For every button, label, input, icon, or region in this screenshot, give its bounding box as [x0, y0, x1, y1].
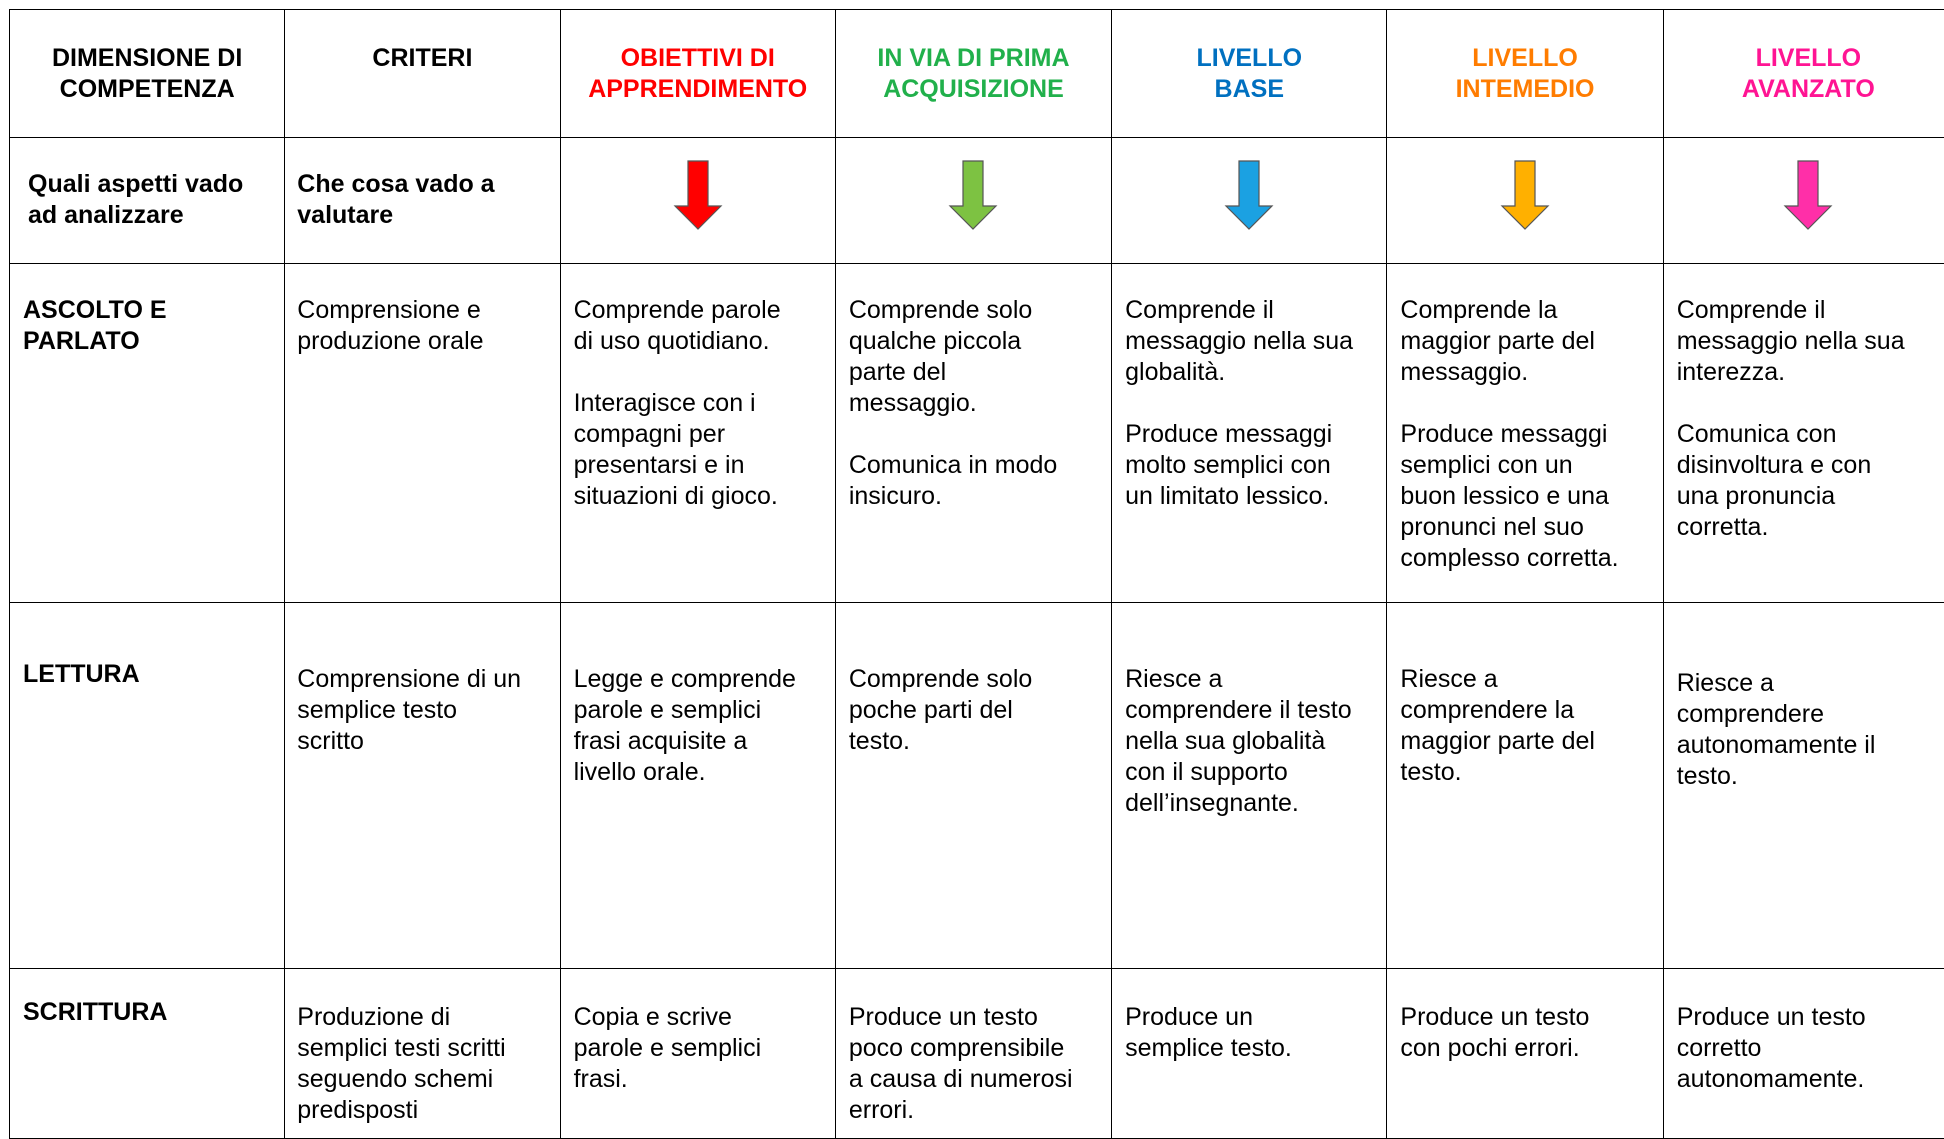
lettura-prima — [835, 603, 1111, 969]
text-line: Comprende il — [1677, 295, 1944, 326]
text-line: Produce un testo — [1677, 1002, 1944, 1033]
text-line: Produzione di — [297, 1002, 559, 1033]
text-line: semplici con un — [1400, 450, 1662, 481]
text-line: scritto — [297, 726, 559, 757]
header-obiettivi — [560, 10, 835, 138]
text-line: errori. — [849, 1095, 1111, 1126]
text-line: pronunci nel suo — [1400, 512, 1662, 543]
lettura-intermedio — [1387, 603, 1663, 969]
row-scrittura — [10, 969, 1944, 1139]
scrittura-base — [1112, 969, 1387, 1139]
text-line: Comprende solo — [849, 295, 1111, 326]
text-line: parole e semplici — [574, 695, 835, 726]
text-line: messaggio. — [849, 388, 1111, 419]
text-line: Produce messaggi — [1400, 419, 1662, 450]
text-line: disinvoltura e con — [1677, 450, 1944, 481]
header-base-line: LIVELLO — [1112, 43, 1386, 74]
ascolto-intermedio-para — [1400, 295, 1662, 388]
ascolto-obiettivi-para — [574, 388, 835, 512]
text-line: frasi acquisite a — [574, 726, 835, 757]
ascolto-avanzato-para — [1677, 295, 1944, 388]
text-line: testo. — [1400, 757, 1662, 788]
lettura-dimensione-line: LETTURA — [23, 659, 284, 690]
text-line: molto semplici con — [1125, 450, 1386, 481]
ascolto-avanzato-para — [1677, 419, 1944, 543]
text-line: autonomamente. — [1677, 1064, 1944, 1095]
header-intermedio-line: LIVELLO — [1387, 43, 1662, 74]
text-line: Produce un testo — [1400, 1002, 1662, 1033]
text-line: Comprensione di un — [297, 664, 559, 695]
header-dimensione-line: COMPETENZA — [10, 74, 284, 105]
ascolto-prima — [835, 264, 1111, 603]
ascolto-base-para — [1125, 295, 1386, 388]
header-prima-acquisizione — [835, 10, 1111, 138]
text-line: livello orale. — [574, 757, 835, 788]
text-line: dell’insegnante. — [1125, 788, 1386, 819]
row-ascolto-parlato — [10, 264, 1944, 603]
text-line: Riesce a — [1125, 664, 1386, 695]
text-line: semplici testi scritti — [297, 1033, 559, 1064]
text-line: testo. — [849, 726, 1111, 757]
ascolto-obiettivi — [560, 264, 835, 603]
text-line: buon lessico e una — [1400, 481, 1662, 512]
lettura-base — [1112, 603, 1387, 969]
arrow-cell-prima — [835, 138, 1111, 264]
arrow-cell-obiettivi — [560, 138, 835, 264]
lettura-dimensione — [10, 603, 285, 969]
scrittura-dimensione — [10, 969, 285, 1139]
ascolto-dimensione-line: ASCOLTO E — [23, 295, 284, 326]
ascolto-criteri-line: produzione orale — [297, 326, 559, 357]
ascolto-base — [1112, 264, 1387, 603]
header-obiettivi-line: OBIETTIVI DI — [561, 43, 835, 74]
down-arrow-blue-icon — [1224, 160, 1274, 230]
lettura-criteri — [285, 603, 560, 969]
arrow-cell-intermedio — [1387, 138, 1663, 264]
text-line: Legge e comprende — [574, 664, 835, 695]
subheader-valutare — [285, 138, 560, 264]
text-line: una pronuncia — [1677, 481, 1944, 512]
text-line: corretta. — [1677, 512, 1944, 543]
text-line: con il supporto — [1125, 757, 1386, 788]
ascolto-intermedio-para — [1400, 419, 1662, 574]
arrow-cell-avanzato — [1663, 138, 1944, 264]
text-line: Riesce a — [1677, 668, 1944, 699]
down-arrow-red-icon — [673, 160, 723, 230]
text-line: seguendo schemi — [297, 1064, 559, 1095]
text-line: Produce un — [1125, 1002, 1386, 1033]
text-line: Interagisce con i — [574, 388, 835, 419]
text-line: complesso corretta. — [1400, 543, 1662, 574]
text-line: Comprende il — [1125, 295, 1386, 326]
ascolto-base-para — [1125, 419, 1386, 512]
text-line: parole e semplici — [574, 1033, 835, 1064]
text-line: Produce messaggi — [1125, 419, 1386, 450]
header-avanzato-line: AVANZATO — [1664, 74, 1944, 105]
text-line: nella sua globalità — [1125, 726, 1386, 757]
text-line: Comprende parole — [574, 295, 835, 326]
text-line: Comprende solo — [849, 664, 1111, 695]
competence-rubric-table — [9, 9, 1944, 1139]
header-prima-line: ACQUISIZIONE — [836, 74, 1111, 105]
text-line: con pochi errori. — [1400, 1033, 1662, 1064]
text-line: corretto — [1677, 1033, 1944, 1064]
subheader-row — [10, 138, 1944, 264]
ascolto-criteri-line: Comprensione e — [297, 295, 559, 326]
scrittura-dimensione-line: SCRITTURA — [23, 997, 284, 1028]
text-line: un limitato lessico. — [1125, 481, 1386, 512]
header-prima-line: IN VIA DI PRIMA — [836, 43, 1111, 74]
ascolto-avanzato — [1663, 264, 1944, 603]
subheader-aspetti — [10, 138, 285, 264]
text-line: parte del — [849, 357, 1111, 388]
text-line: a causa di numerosi — [849, 1064, 1111, 1095]
header-livello-avanzato — [1663, 10, 1944, 138]
text-line: globalità. — [1125, 357, 1386, 388]
text-line: frasi. — [574, 1064, 835, 1095]
scrittura-intermedio — [1387, 969, 1663, 1139]
row-lettura — [10, 603, 1944, 969]
header-dimensione — [10, 10, 285, 138]
header-intermedio-line: INTEMEDIO — [1387, 74, 1662, 105]
text-line: messaggio. — [1400, 357, 1662, 388]
text-line: Comunica in modo — [849, 450, 1111, 481]
header-criteri — [285, 10, 560, 138]
text-line: autonomamente il — [1677, 730, 1944, 761]
ascolto-obiettivi-para — [574, 295, 835, 357]
text-line: qualche piccola — [849, 326, 1111, 357]
text-line: Comunica con — [1677, 419, 1944, 450]
ascolto-dimensione-line: PARLATO — [23, 326, 284, 357]
subheader-aspetti-line: Quali aspetti vado — [28, 169, 284, 200]
header-livello-base — [1112, 10, 1387, 138]
ascolto-dimensione — [10, 264, 285, 603]
header-criteri-line: CRITERI — [285, 43, 559, 74]
text-line: poche parti del — [849, 695, 1111, 726]
text-line: compagni per — [574, 419, 835, 450]
text-line: Copia e scrive — [574, 1002, 835, 1033]
text-line: messaggio nella sua — [1677, 326, 1944, 357]
scrittura-avanzato — [1663, 969, 1944, 1139]
text-line: testo. — [1677, 761, 1944, 792]
scrittura-criteri — [285, 969, 560, 1139]
header-avanzato-line: LIVELLO — [1664, 43, 1944, 74]
ascolto-criteri — [285, 264, 560, 603]
ascolto-intermedio — [1387, 264, 1663, 603]
text-line: comprendere il testo — [1125, 695, 1386, 726]
text-line: comprendere — [1677, 699, 1944, 730]
lettura-avanzato — [1663, 603, 1944, 969]
text-line: maggior parte del — [1400, 326, 1662, 357]
ascolto-prima-para — [849, 295, 1111, 419]
text-line: Comprende la — [1400, 295, 1662, 326]
text-line: messaggio nella sua — [1125, 326, 1386, 357]
ascolto-prima-para — [849, 450, 1111, 512]
text-line: di uso quotidiano. — [574, 326, 835, 357]
text-line: semplice testo — [297, 695, 559, 726]
text-line: poco comprensibile — [849, 1033, 1111, 1064]
header-base-line: BASE — [1112, 74, 1386, 105]
header-livello-intermedio — [1387, 10, 1663, 138]
text-line: Riesce a — [1400, 664, 1662, 695]
down-arrow-green-icon — [948, 160, 998, 230]
text-line: predisposti — [297, 1095, 559, 1126]
subheader-valutare-line: valutare — [297, 200, 559, 231]
text-line: interezza. — [1677, 357, 1944, 388]
header-obiettivi-line: APPRENDIMENTO — [561, 74, 835, 105]
down-arrow-pink-icon — [1783, 160, 1833, 230]
scrittura-obiettivi — [560, 969, 835, 1139]
text-line: Produce un testo — [849, 1002, 1111, 1033]
arrow-cell-base — [1112, 138, 1387, 264]
header-dimensione-line: DIMENSIONE DI — [10, 43, 284, 74]
subheader-valutare-line: Che cosa vado a — [297, 169, 559, 200]
text-line: comprendere la — [1400, 695, 1662, 726]
text-line: insicuro. — [849, 481, 1111, 512]
text-line: semplice testo. — [1125, 1033, 1386, 1064]
text-line: situazioni di gioco. — [574, 481, 835, 512]
down-arrow-orange-icon — [1500, 160, 1550, 230]
lettura-obiettivi — [560, 603, 835, 969]
subheader-aspetti-line: ad analizzare — [28, 200, 284, 231]
text-line: presentarsi e in — [574, 450, 835, 481]
scrittura-prima — [835, 969, 1111, 1139]
text-line: maggior parte del — [1400, 726, 1662, 757]
header-row — [10, 10, 1944, 138]
